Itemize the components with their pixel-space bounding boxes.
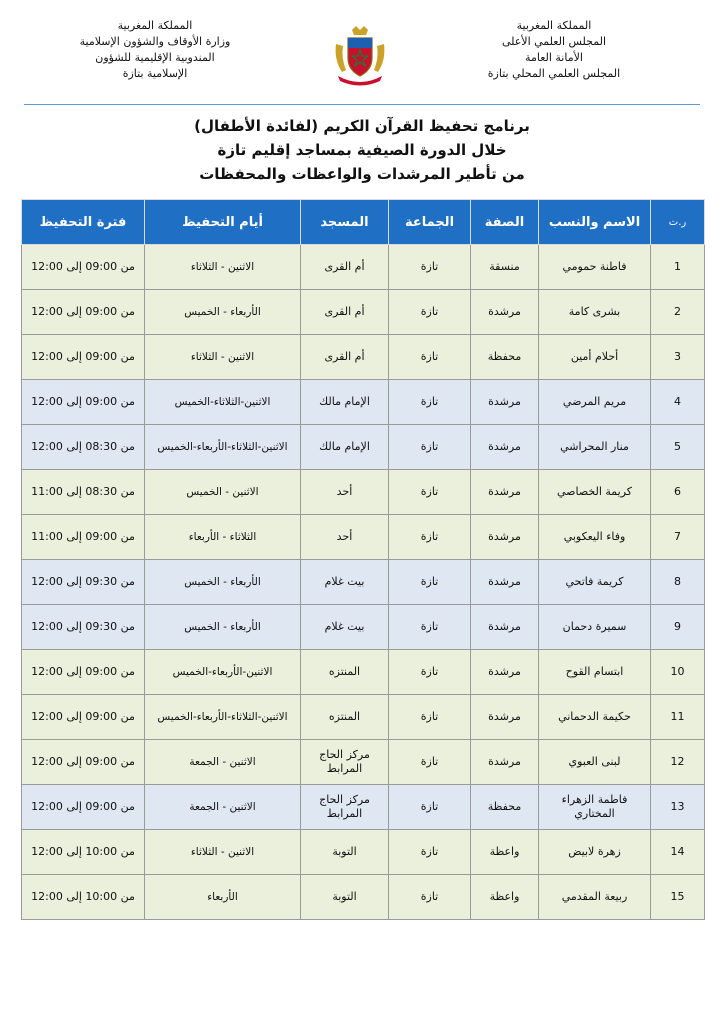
cell-mosque: بيت غلام bbox=[301, 605, 389, 650]
cell-days: الأربعاء - الخميس bbox=[145, 560, 301, 605]
cell-role: مرشدة bbox=[471, 290, 539, 335]
cell-mosque: أم القرى bbox=[301, 290, 389, 335]
cell-role: مرشدة bbox=[471, 560, 539, 605]
cell-commune: تازة bbox=[389, 290, 471, 335]
table-row bbox=[22, 515, 705, 560]
header-divider bbox=[24, 104, 700, 105]
cell-mosque: أم القرى bbox=[301, 335, 389, 380]
cell-commune: تازة bbox=[389, 695, 471, 740]
cell-commune: تازة bbox=[389, 785, 471, 830]
cell-time: من 09:00 إلى 12:00 bbox=[22, 740, 145, 785]
cell-days: الأربعاء bbox=[145, 875, 301, 920]
cell-name: سميرة دحمان bbox=[539, 605, 651, 650]
column-header-commune: الجماعة bbox=[389, 200, 471, 245]
cell-commune: تازة bbox=[389, 425, 471, 470]
cell-role: مرشدة bbox=[471, 695, 539, 740]
cell-commune: تازة bbox=[389, 380, 471, 425]
table-row bbox=[22, 290, 705, 335]
document-title: برنامج تحفيظ القرآن الكريم (لفائدة الأطفال) bbox=[194, 117, 530, 135]
cell-mosque: الإمام مالك bbox=[301, 425, 389, 470]
cell-time: من 09:00 إلى 12:00 bbox=[22, 650, 145, 695]
document-subtitle: من تأطير المرشدات والواعظات والمحفظات bbox=[199, 165, 525, 183]
cell-days: الاثنين-الثلاثاء-الأربعاء-الخميس bbox=[145, 695, 301, 740]
cell-time: من 09:30 إلى 12:00 bbox=[22, 560, 145, 605]
cell-name: لبنى العبوي bbox=[539, 740, 651, 785]
table-row bbox=[22, 425, 705, 470]
cell-days: الاثنين-الثلاثاء-الأربعاء-الخميس bbox=[145, 425, 301, 470]
cell-number: 3 bbox=[651, 335, 705, 380]
document-subtitle: خلال الدورة الصيفية بمساجد إقليم تازة bbox=[217, 141, 507, 159]
cell-number: 15 bbox=[651, 875, 705, 920]
cell-number: 10 bbox=[651, 650, 705, 695]
cell-role: واعظة bbox=[471, 875, 539, 920]
cell-name: أحلام أمين bbox=[539, 335, 651, 380]
cell-role: مرشدة bbox=[471, 515, 539, 560]
cell-name: ربيعة المقدمي bbox=[539, 875, 651, 920]
cell-days: الاثنين - الثلاثاء bbox=[145, 830, 301, 875]
cell-mosque: مركز الحاج المرابط bbox=[301, 785, 389, 830]
cell-role: مرشدة bbox=[471, 650, 539, 695]
cell-name: منار المحراشي bbox=[539, 425, 651, 470]
cell-role: مرشدة bbox=[471, 605, 539, 650]
header-left-line: المندوبية الإقليمية للشؤون bbox=[95, 51, 215, 64]
cell-mosque: التوبة bbox=[301, 875, 389, 920]
cell-commune: تازة bbox=[389, 245, 471, 290]
cell-time: من 08:30 إلى 12:00 bbox=[22, 425, 145, 470]
header-right-line: المجلس العلمي المحلي بتازة bbox=[487, 67, 621, 80]
table-row bbox=[22, 380, 705, 425]
cell-number: 13 bbox=[651, 785, 705, 830]
table-row bbox=[22, 830, 705, 875]
cell-mosque: التوبة bbox=[301, 830, 389, 875]
cell-name: وفاء اليعكوبي bbox=[539, 515, 651, 560]
cell-mosque: أحد bbox=[301, 515, 389, 560]
cell-commune: تازة bbox=[389, 470, 471, 515]
cell-commune: تازة bbox=[389, 515, 471, 560]
cell-name: بشرى كامة bbox=[539, 290, 651, 335]
cell-time: من 10:00 إلى 12:00 bbox=[22, 830, 145, 875]
cell-days: الاثنين - الجمعة bbox=[145, 785, 301, 830]
document-title-block bbox=[0, 114, 724, 186]
table-row bbox=[22, 650, 705, 695]
schedule-table bbox=[21, 199, 705, 920]
cell-time: من 09:00 إلى 12:00 bbox=[22, 380, 145, 425]
table-row bbox=[22, 785, 705, 830]
cell-days: الاثنين-الثلاثاء-الخميس bbox=[145, 380, 301, 425]
table-row bbox=[22, 740, 705, 785]
cell-number: 5 bbox=[651, 425, 705, 470]
cell-name: حكيمة الدحماني bbox=[539, 695, 651, 740]
table-row bbox=[22, 695, 705, 740]
cell-mosque: الإمام مالك bbox=[301, 380, 389, 425]
cell-commune: تازة bbox=[389, 560, 471, 605]
cell-number: 1 bbox=[651, 245, 705, 290]
cell-days: الأربعاء - الخميس bbox=[145, 605, 301, 650]
cell-number: 6 bbox=[651, 470, 705, 515]
table-header-row bbox=[22, 200, 705, 245]
header-right-line: المجلس العلمي الأعلى bbox=[501, 35, 607, 48]
cell-mosque: مركز الحاج المرابط bbox=[301, 740, 389, 785]
cell-time: من 09:30 إلى 12:00 bbox=[22, 605, 145, 650]
cell-days: الاثنين-الأربعاء-الخميس bbox=[145, 650, 301, 695]
cell-name: مريم المرضي bbox=[539, 380, 651, 425]
cell-name: فاطمة الزهراء المختاري bbox=[539, 785, 651, 830]
cell-mosque: أم القرى bbox=[301, 245, 389, 290]
cell-time: من 09:00 إلى 12:00 bbox=[22, 290, 145, 335]
cell-days: الاثنين - الثلاثاء bbox=[145, 335, 301, 380]
column-header-time: فترة التحفيظ bbox=[22, 200, 145, 245]
cell-days: الأربعاء - الخميس bbox=[145, 290, 301, 335]
cell-mosque: أحد bbox=[301, 470, 389, 515]
cell-name: كريمة فاتحي bbox=[539, 560, 651, 605]
cell-name: زهرة لابيض bbox=[539, 830, 651, 875]
cell-name: كريمة الخصاصي bbox=[539, 470, 651, 515]
header-left-line: الإسلامية بتازة bbox=[122, 67, 188, 80]
cell-mosque: المنتزه bbox=[301, 650, 389, 695]
header-left-line: وزارة الأوقاف والشؤون الإسلامية bbox=[79, 35, 231, 48]
cell-time: من 09:00 إلى 11:00 bbox=[22, 515, 145, 560]
cell-number: 14 bbox=[651, 830, 705, 875]
column-header-role: الصفة bbox=[471, 200, 539, 245]
cell-days: الاثنين - الجمعة bbox=[145, 740, 301, 785]
table-row bbox=[22, 560, 705, 605]
cell-number: 9 bbox=[651, 605, 705, 650]
cell-name: فاطنة حمومي bbox=[539, 245, 651, 290]
cell-commune: تازة bbox=[389, 650, 471, 695]
cell-number: 2 bbox=[651, 290, 705, 335]
cell-commune: تازة bbox=[389, 740, 471, 785]
header-right-line: المملكة المغربية bbox=[516, 19, 592, 32]
cell-days: الاثنين - الخميس bbox=[145, 470, 301, 515]
cell-commune: تازة bbox=[389, 335, 471, 380]
cell-days: الثلاثاء - الأربعاء bbox=[145, 515, 301, 560]
cell-time: من 09:00 إلى 12:00 bbox=[22, 245, 145, 290]
cell-time: من 09:00 إلى 12:00 bbox=[22, 695, 145, 740]
cell-number: 11 bbox=[651, 695, 705, 740]
column-header-days: أيام التحفيظ bbox=[145, 200, 301, 245]
cell-time: من 10:00 إلى 12:00 bbox=[22, 875, 145, 920]
cell-number: 12 bbox=[651, 740, 705, 785]
header-left-line: المملكة المغربية bbox=[117, 19, 193, 32]
table-row bbox=[22, 875, 705, 920]
cell-commune: تازة bbox=[389, 830, 471, 875]
cell-role: مرشدة bbox=[471, 470, 539, 515]
cell-number: 8 bbox=[651, 560, 705, 605]
table-row bbox=[22, 470, 705, 515]
cell-role: منسقة bbox=[471, 245, 539, 290]
table-row bbox=[22, 335, 705, 380]
column-header-number: ر.ت bbox=[651, 200, 705, 245]
cell-commune: تازة bbox=[389, 605, 471, 650]
cell-number: 7 bbox=[651, 515, 705, 560]
column-header-name: الاسم والنسب bbox=[539, 200, 651, 245]
cell-role: مرشدة bbox=[471, 380, 539, 425]
header-left-institution bbox=[50, 18, 260, 82]
header-right-institution bbox=[454, 18, 654, 82]
cell-role: مرشدة bbox=[471, 425, 539, 470]
moroccan-coat-of-arms-icon bbox=[332, 26, 388, 86]
table-row bbox=[22, 245, 705, 290]
table-row bbox=[22, 605, 705, 650]
header-right-line: الأمانة العامة bbox=[525, 51, 583, 64]
cell-mosque: بيت غلام bbox=[301, 560, 389, 605]
column-header-mosque: المسجد bbox=[301, 200, 389, 245]
cell-commune: تازة bbox=[389, 875, 471, 920]
cell-time: من 09:00 إلى 12:00 bbox=[22, 785, 145, 830]
cell-mosque: المنتزه bbox=[301, 695, 389, 740]
cell-role: محفظة bbox=[471, 785, 539, 830]
cell-time: من 08:30 إلى 11:00 bbox=[22, 470, 145, 515]
cell-name: ابتسام القوح bbox=[539, 650, 651, 695]
cell-role: واعظة bbox=[471, 830, 539, 875]
cell-role: مرشدة bbox=[471, 740, 539, 785]
cell-role: محفظة bbox=[471, 335, 539, 380]
cell-number: 4 bbox=[651, 380, 705, 425]
cell-days: الاثنين - الثلاثاء bbox=[145, 245, 301, 290]
cell-time: من 09:00 إلى 12:00 bbox=[22, 335, 145, 380]
